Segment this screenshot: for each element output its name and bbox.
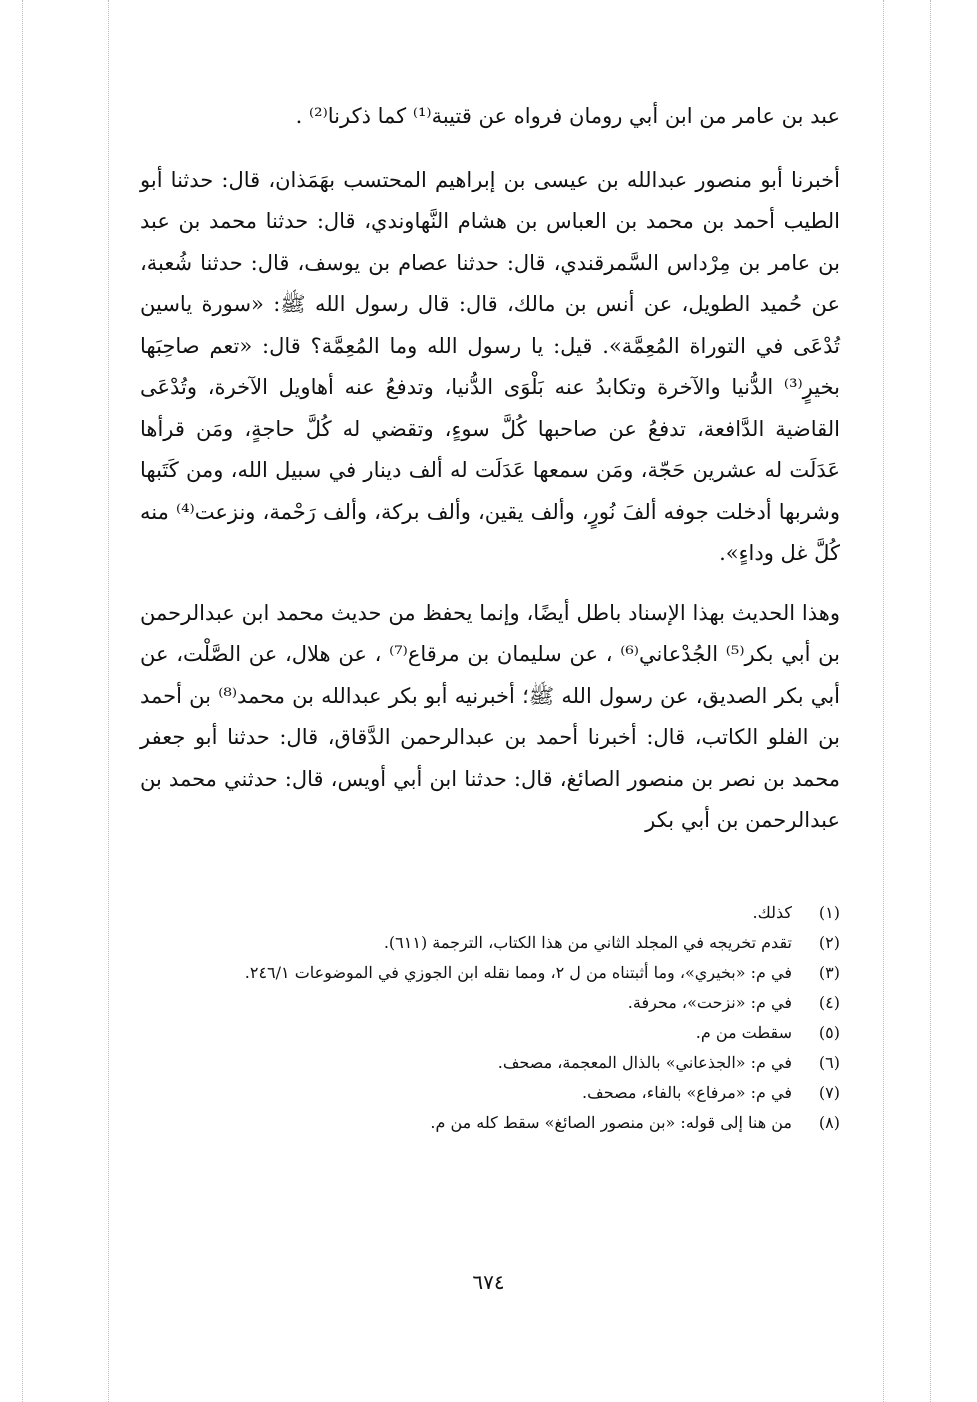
footnote-number: (٨) <box>818 1113 840 1132</box>
footnote <box>150 960 840 986</box>
footnote-number: (٧) <box>818 1083 840 1102</box>
footnote-text: كذلك. <box>752 903 792 922</box>
footnote-number: (٤) <box>818 993 840 1012</box>
main-text <box>140 96 840 842</box>
scan-margin-line-right-2 <box>930 0 931 1402</box>
footnote <box>150 1050 840 1076</box>
scan-margin-line-left <box>22 0 23 1402</box>
footnote-text: سقطت من م. <box>695 1023 792 1042</box>
footnote-number: (١) <box>818 903 840 922</box>
footnote-number: (٦) <box>818 1053 840 1072</box>
footnote-text: في م: «بخيري»، وما أثبتناه من ل ٢، ومما نقله ابن الجوزي في الموضوعات ٢٤٦/١. <box>244 963 792 982</box>
footnotes <box>150 900 840 1140</box>
paragraph-isnad-commentary: وهذا الحديث بهذا الإسناد باطل أيضًا، وإنما يحفظ من حديث محمد ابن عبدالرحمن بن أبي بكر⁽⁵⁾ الجُدْعاني⁽⁶⁾ ، عن سليمان بن مرقاع⁽⁷⁾ ، عن هلال، عن الصَّلْت، عن أبي بكر الصديق، عن رسول الله ﷺ؛ أخبرنيه أبو بكر عبدالله بن محمد⁽⁸⁾ بن أحمد بن الفلو الكاتب، قال: أخبرنا أحمد بن عبدالرحمن الدَّقاق، قال: حدثنا أبو جعفر محمد بن نصر بن منصور الصائغ، قال: حدثنا ابن أبي أويس، قال: حدثني محمد بن عبدالرحمن بن أبي بكر <box>140 600 840 832</box>
footnote <box>150 1110 840 1136</box>
scan-margin-line-right <box>883 0 884 1402</box>
footnote <box>150 930 840 956</box>
footnote <box>150 900 840 926</box>
footnote-text: في م: «نزحت»، محرفة. <box>627 993 792 1012</box>
footnote <box>150 990 840 1016</box>
footnote <box>150 1080 840 1106</box>
scan-margin-line-left-2 <box>108 0 109 1402</box>
footnote-number: (٥) <box>818 1023 840 1042</box>
paragraph-continuation: عبد بن عامر من ابن أبي رومان فرواه عن قتيبة⁽¹⁾ كما ذكرنا⁽²⁾ . <box>295 104 840 128</box>
paragraph-hadith-narration: أخبرنا أبو منصور عبدالله بن عيسى بن إبراهيم المحتسب بهَمَذان، قال: حدثنا أبو الطيب أحمد بن محمد بن العباس بن هشام النَّهاوندي، قال: حدثنا محمد بن عبد بن عامر بن مِرْداس السَّمرقندي، قال: حدثنا عصام بن يوسف، قال: حدثنا شُعبة، عن حُميد الطويل، عن أنس بن مالك، قال: قال رسول الله ﷺ: «سورة ياسين تُدْعَى في التوراة المُعِمَّة». قيل: يا رسول الله وما المُعِمَّة؟ قال: «تعم صاحِبَها بخيرٍ⁽³⁾ الدُّنيا والآخرة وتكابدُ عنه بَلْوَى الدُّنيا، وتدفعُ عنه أهاويل الآخرة، وتُدْعَى القاضية الدَّافعة، تدفعُ عن صاحبها كُلَّ سوءٍ، وتقضي له كُلَّ حاجةٍ، ومَن قرأها عَدَلَت له عشرين حَجّة، ومَن سمعها عَدَلَت له ألف دينار في سبيل الله، ومن كَتَبها وشربها أدخلت جوفه ألفَ نُورٍ، وألف يقين، وألف بركة، وألف رَحْمة، ونزعت⁽⁴⁾ منه كُلَّ غل وداءٍ». <box>140 167 840 565</box>
footnote-text: من هنا إلى قوله: «بن منصور الصائغ» سقط كله من م. <box>430 1113 792 1132</box>
footnote-text: في م: «مرفاع» بالفاء، مصحف. <box>582 1083 792 1102</box>
page-number: ٦٧٤ <box>472 1270 505 1294</box>
footnote-number: (٢) <box>818 933 840 952</box>
footnote-number: (٣) <box>818 963 840 982</box>
footnote-text: في م: «الجذعاني» بالذال المعجمة، مصحف. <box>497 1053 792 1072</box>
footnote <box>150 1020 840 1046</box>
footnote-text: تقدم تخريجه في المجلد الثاني من هذا الكتاب، الترجمة (٦١١). <box>383 933 792 952</box>
